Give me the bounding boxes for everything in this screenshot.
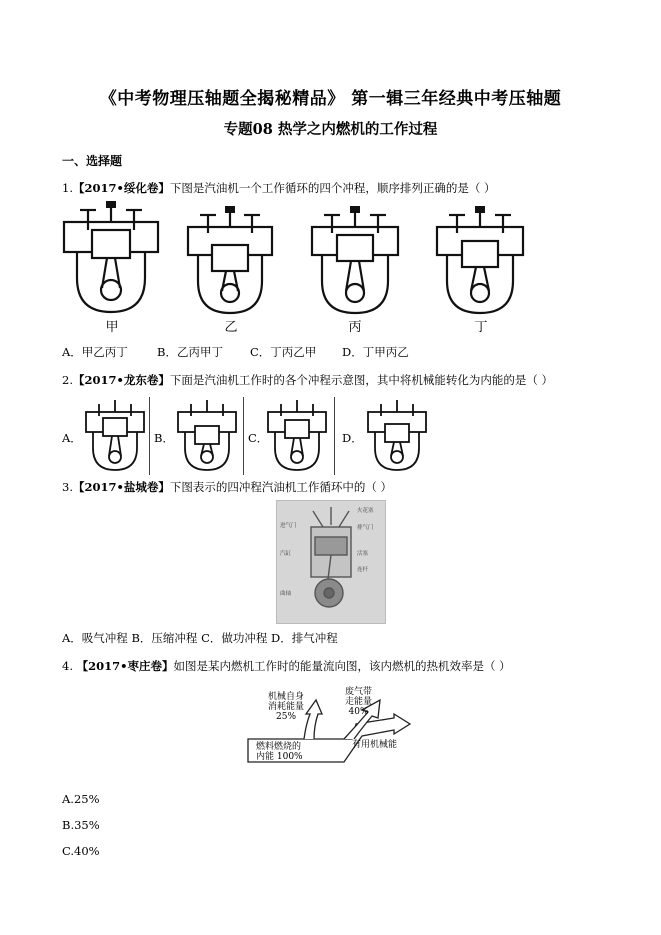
q3-options: A．吸气冲程 B．压缩冲程 C．做功冲程 D．排气冲程 (62, 631, 338, 645)
photo-label: 进气门 (280, 523, 297, 529)
engine-diagram-bing (310, 205, 402, 317)
divider (334, 397, 335, 475)
question-source: 【2017•枣庄卷】 (76, 659, 174, 673)
photo-label: 连杆 (357, 567, 369, 573)
question-number: 3. (62, 480, 73, 494)
engine-diagram-ding (435, 205, 527, 317)
question-3 (62, 479, 392, 495)
flow-text: 走能量 (345, 697, 373, 707)
option-c: C．丁丙乙甲 (250, 345, 317, 359)
flow-loss-exhaust (345, 687, 372, 717)
q2-label-b: B． (154, 431, 174, 445)
photo-label: 火花塞 (357, 508, 374, 514)
photo-label: 排气门 (357, 525, 374, 531)
caption-jia: 甲 (105, 320, 119, 335)
flow-text: 机械自身 (268, 692, 305, 702)
question-text: 下面是汽油机工作时的各个冲程示意图，其中将机械能转化为内能的是（ ） (169, 373, 553, 387)
question-text: 下图是汽油机一个工作循环的四个冲程，顺序排列正确的是（ ） (169, 181, 496, 195)
option-d: D．丁甲丙乙 (342, 345, 409, 359)
divider (149, 397, 150, 475)
photo-label: 曲轴 (280, 591, 292, 597)
q2-label-d: D． (342, 431, 363, 445)
q2-label-c: C． (248, 431, 269, 445)
flow-text: 消耗能量 (268, 702, 305, 712)
page-title: 《中考物理压轴题全揭秘精品》 第一辑三年经典中考压轴题 (99, 89, 562, 109)
section-heading: 一、选择题 (62, 154, 123, 168)
option-a: A．甲乙丙丁 (62, 345, 128, 359)
q4-option-b: B.35% (62, 818, 100, 832)
flow-loss-mechanical (268, 692, 304, 722)
question-source: 【2017•龙东卷】 (72, 373, 170, 387)
caption-yi: 乙 (224, 320, 238, 335)
engine-photo-drawing (277, 501, 385, 623)
question-number: 1. (62, 181, 73, 195)
flow-text: 燃料燃烧的 (256, 742, 302, 752)
question-source: 【2017•绥化卷】 (72, 181, 170, 195)
photo-label: 活塞 (357, 551, 369, 557)
question-4 (62, 658, 511, 674)
flow-output: 有用机械能 (352, 740, 398, 750)
engine-diagram-jia (62, 200, 162, 315)
question-1 (62, 180, 496, 196)
engine-diagram-a (84, 398, 148, 474)
page-subtitle: 专题08 热学之内燃机的工作过程 (223, 121, 438, 138)
engine-photo (276, 500, 386, 624)
question-source: 【2017•盐城卷】 (72, 480, 170, 494)
q4-option-c: C.40% (62, 844, 100, 858)
divider (243, 397, 244, 475)
photo-label: 汽缸 (280, 551, 292, 557)
engine-diagram-b (176, 398, 240, 474)
flow-input (256, 742, 303, 762)
q4-option-a: A.25% (62, 792, 100, 806)
question-number: 2. (62, 373, 73, 387)
engine-diagram-d (366, 398, 430, 474)
q2-label-a: A． (62, 431, 82, 445)
engine-diagram-c (266, 398, 330, 474)
question-text: 如图是某内燃机工作时的能量流向图，该内燃机的热机效率是（ ） (173, 659, 511, 673)
flow-text: 25% (276, 712, 297, 722)
flow-text: 40% (348, 707, 369, 717)
engine-diagram-yi (186, 205, 276, 317)
question-text: 下图表示的四冲程汽油机工作循环中的（ ） (169, 480, 392, 494)
flow-text: 内能 100% (256, 752, 303, 762)
flow-text: 废气带 (345, 687, 373, 697)
caption-bing: 丙 (348, 320, 362, 335)
caption-ding: 丁 (474, 320, 488, 335)
question-number: 4. (62, 659, 73, 673)
question-2 (62, 372, 553, 388)
option-b: B．乙丙甲丁 (157, 345, 223, 359)
